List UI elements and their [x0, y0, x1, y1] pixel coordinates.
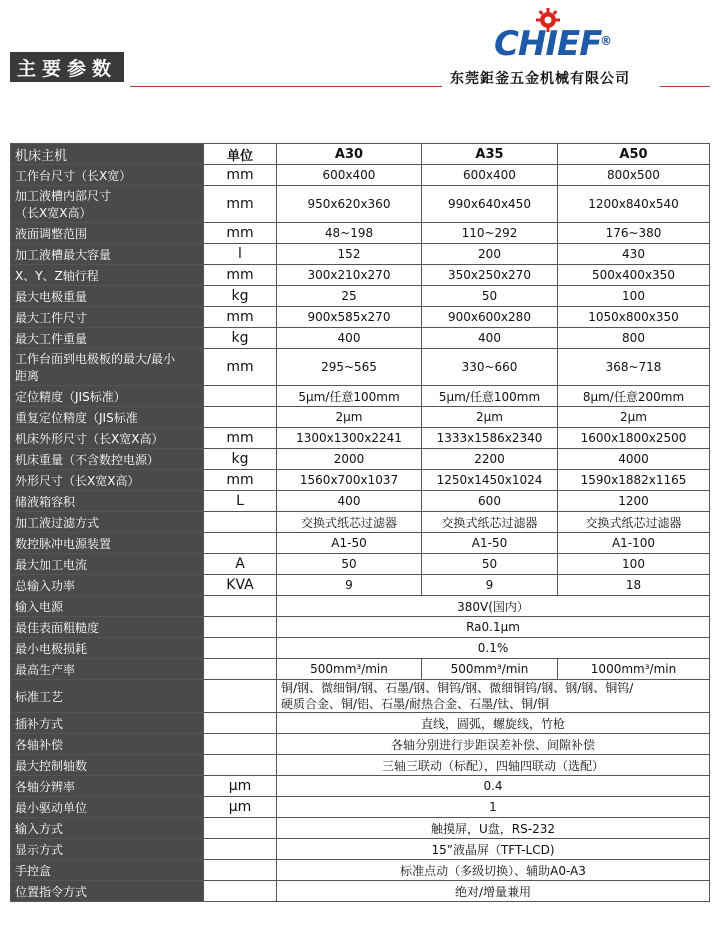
row-label: 输入电源	[11, 596, 204, 617]
row-unit	[204, 734, 277, 755]
row-label: 工作台尺寸（长X宽）	[11, 165, 204, 186]
value-a50: 100	[558, 554, 710, 575]
row-unit	[204, 512, 277, 533]
row-unit	[204, 617, 277, 638]
value-a35: 900x600x280	[422, 307, 558, 328]
row-label: 重复定位精度（JIS标准	[11, 407, 204, 428]
value-a35: 330~660	[422, 349, 558, 386]
merged-value: 三轴三联动（标配），四轴四联动（选配）	[277, 755, 710, 776]
merged-value: 标准点动（多级切换）、辅助A0-A3	[277, 860, 710, 881]
value-a35: 9	[422, 575, 558, 596]
merged-value: 380V(国内）	[277, 596, 710, 617]
page-header	[0, 0, 720, 100]
value-a35: A1-50	[422, 533, 558, 554]
value-a30: 交换式纸芯过滤器	[277, 512, 422, 533]
table-row	[11, 839, 710, 860]
row-label: 定位精度（JIS标准）	[11, 386, 204, 407]
value-a35: 500mm³/min	[422, 659, 558, 680]
table-row	[11, 713, 710, 734]
value-a30: 295~565	[277, 349, 422, 386]
value-a30: A1-50	[277, 533, 422, 554]
value-a30: 2000	[277, 449, 422, 470]
row-label: 最大加工电流	[11, 554, 204, 575]
header-a50: A50	[558, 144, 710, 165]
row-unit	[204, 638, 277, 659]
row-label: 机床重量（不含数控电源）	[11, 449, 204, 470]
row-unit: KVA	[204, 575, 277, 596]
table-row	[11, 797, 710, 818]
value-a50: 1600x1800x2500	[558, 428, 710, 449]
table-row	[11, 449, 710, 470]
value-a30: 2μm	[277, 407, 422, 428]
table-row	[11, 428, 710, 449]
value-a30: 1300x1300x2241	[277, 428, 422, 449]
merged-value: 0.4	[277, 776, 710, 797]
row-label: 最大工件重量	[11, 328, 204, 349]
table-row	[11, 680, 710, 713]
table-header-row	[11, 144, 710, 165]
row-label: 总输入功率	[11, 575, 204, 596]
value-a35: 350x250x270	[422, 265, 558, 286]
value-a30: 5μm/任意100mm	[277, 386, 422, 407]
value-a35: 1333x1586x2340	[422, 428, 558, 449]
table-row	[11, 755, 710, 776]
table-row	[11, 407, 710, 428]
spec-table	[10, 143, 710, 902]
table-row	[11, 881, 710, 902]
value-a30: 400	[277, 328, 422, 349]
row-unit: mm	[204, 223, 277, 244]
table-row	[11, 328, 710, 349]
table-row	[11, 638, 710, 659]
value-a30: 9	[277, 575, 422, 596]
table-row	[11, 734, 710, 755]
row-unit	[204, 659, 277, 680]
value-a35: 2200	[422, 449, 558, 470]
table-row	[11, 617, 710, 638]
row-label: 各轴分辨率	[11, 776, 204, 797]
value-a35: 2μm	[422, 407, 558, 428]
value-a35: 交换式纸芯过滤器	[422, 512, 558, 533]
value-a50: 1000mm³/min	[558, 659, 710, 680]
row-unit	[204, 680, 277, 713]
row-unit	[204, 407, 277, 428]
value-a35: 990x640x450	[422, 186, 558, 223]
row-unit: mm	[204, 349, 277, 386]
table-row	[11, 286, 710, 307]
row-label: 储液箱容积	[11, 491, 204, 512]
table-row	[11, 512, 710, 533]
row-label: 加工液槽内部尺寸 （长X宽X高）	[11, 186, 204, 223]
value-a30: 900x585x270	[277, 307, 422, 328]
table-row	[11, 860, 710, 881]
value-a35: 5μm/任意100mm	[422, 386, 558, 407]
table-row	[11, 776, 710, 797]
merged-value: 1	[277, 797, 710, 818]
value-a35: 50	[422, 286, 558, 307]
row-label: 最小驱动单位	[11, 797, 204, 818]
table-row	[11, 386, 710, 407]
row-label: 位置指令方式	[11, 881, 204, 902]
value-a30: 500mm³/min	[277, 659, 422, 680]
row-unit: mm	[204, 428, 277, 449]
row-label: X、Y、Z轴行程	[11, 265, 204, 286]
row-label: 显示方式	[11, 839, 204, 860]
header-a35: A35	[422, 144, 558, 165]
table-row	[11, 349, 710, 386]
row-label: 手控盒	[11, 860, 204, 881]
row-unit: mm	[204, 470, 277, 491]
row-label: 输入方式	[11, 818, 204, 839]
row-label: 工作台面到电极板的最大/最小 距离	[11, 349, 204, 386]
value-a30: 600x400	[277, 165, 422, 186]
table-row	[11, 659, 710, 680]
row-unit: l	[204, 244, 277, 265]
value-a50: 2μm	[558, 407, 710, 428]
table-row	[11, 307, 710, 328]
row-unit	[204, 596, 277, 617]
value-a50: 18	[558, 575, 710, 596]
merged-value: 各轴分别进行步距误差补偿、间隙补偿	[277, 734, 710, 755]
value-a35: 1250x1450x1024	[422, 470, 558, 491]
row-label: 加工液过滤方式	[11, 512, 204, 533]
table-row	[11, 186, 710, 223]
row-unit: L	[204, 491, 277, 512]
logo-text: CHIEF	[494, 24, 602, 64]
table-row	[11, 818, 710, 839]
table-row	[11, 596, 710, 617]
merged-value: 绝对/增量兼用	[277, 881, 710, 902]
value-a30: 950x620x360	[277, 186, 422, 223]
row-label: 加工液槽最大容量	[11, 244, 204, 265]
row-label: 数控脉冲电源装置	[11, 533, 204, 554]
row-label: 最大工件尺寸	[11, 307, 204, 328]
value-a50: 100	[558, 286, 710, 307]
row-unit	[204, 755, 277, 776]
row-unit: kg	[204, 286, 277, 307]
value-a35: 600x400	[422, 165, 558, 186]
header-divider-left	[130, 86, 442, 87]
company-name: 东莞鉅釜五金机械有限公司	[450, 71, 630, 87]
row-label: 最大控制轴数	[11, 755, 204, 776]
row-unit	[204, 860, 277, 881]
table-row	[11, 265, 710, 286]
row-label: 最小电极损耗	[11, 638, 204, 659]
header-divider-right	[660, 86, 710, 87]
value-a35: 200	[422, 244, 558, 265]
value-a50: 176~380	[558, 223, 710, 244]
value-a50: 800x500	[558, 165, 710, 186]
row-label: 最佳表面粗糙度	[11, 617, 204, 638]
row-unit	[204, 533, 277, 554]
value-a50: 1200	[558, 491, 710, 512]
row-label: 最高生产率	[11, 659, 204, 680]
row-unit	[204, 818, 277, 839]
value-a50: A1-100	[558, 533, 710, 554]
value-a50: 4000	[558, 449, 710, 470]
value-a50: 交换式纸芯过滤器	[558, 512, 710, 533]
merged-value: 触摸屏，U盘，RS-232	[277, 818, 710, 839]
process-value: 铜/钢、微细铜/钢、石墨/钢、铜钨/钢、微细铜钨/钢、钢/钢、铜钨/ 硬质合金、铜/铝、石墨/耐热合金、石墨/钛、铜/铜	[277, 680, 710, 713]
row-label: 插补方式	[11, 713, 204, 734]
table-row	[11, 470, 710, 491]
value-a35: 50	[422, 554, 558, 575]
row-unit: μm	[204, 797, 277, 818]
row-unit	[204, 386, 277, 407]
row-unit: mm	[204, 165, 277, 186]
value-a50: 1050x800x350	[558, 307, 710, 328]
table-row	[11, 223, 710, 244]
registered-mark: ®	[600, 34, 612, 48]
row-unit	[204, 713, 277, 734]
row-unit: kg	[204, 449, 277, 470]
row-label: 外形尺寸（长X宽X高）	[11, 470, 204, 491]
merged-value: 15”液晶屏（TFT-LCD)	[277, 839, 710, 860]
value-a35: 400	[422, 328, 558, 349]
row-unit: kg	[204, 328, 277, 349]
company-logo	[494, 8, 624, 64]
value-a30: 25	[277, 286, 422, 307]
row-label: 标准工艺	[11, 680, 204, 713]
table-row	[11, 533, 710, 554]
value-a30: 50	[277, 554, 422, 575]
value-a30: 152	[277, 244, 422, 265]
value-a50: 1200x840x540	[558, 186, 710, 223]
value-a50: 430	[558, 244, 710, 265]
row-unit: mm	[204, 186, 277, 223]
table-row	[11, 165, 710, 186]
row-unit: mm	[204, 265, 277, 286]
header-a30: A30	[277, 144, 422, 165]
value-a30: 1560x700x1037	[277, 470, 422, 491]
value-a35: 600	[422, 491, 558, 512]
value-a50: 8μm/任意200mm	[558, 386, 710, 407]
header-unit: 单位	[204, 144, 277, 165]
value-a50: 1590x1882x1165	[558, 470, 710, 491]
header-machine: 机床主机	[11, 144, 204, 165]
value-a50: 368~718	[558, 349, 710, 386]
table-row	[11, 491, 710, 512]
row-label: 机床外形尺寸（长X宽X高）	[11, 428, 204, 449]
value-a50: 800	[558, 328, 710, 349]
table-row	[11, 554, 710, 575]
merged-value: Ra0.1μm	[277, 617, 710, 638]
row-unit	[204, 839, 277, 860]
merged-value: 直线，圆弧，螺旋线，竹枪	[277, 713, 710, 734]
row-unit: mm	[204, 307, 277, 328]
table-row	[11, 244, 710, 265]
row-label: 最大电极重量	[11, 286, 204, 307]
table-row	[11, 575, 710, 596]
merged-value: 0.1%	[277, 638, 710, 659]
value-a30: 48~198	[277, 223, 422, 244]
section-title: 主要参数	[10, 52, 124, 82]
value-a35: 110~292	[422, 223, 558, 244]
value-a30: 300x210x270	[277, 265, 422, 286]
value-a50: 500x400x350	[558, 265, 710, 286]
row-label: 液面调整范围	[11, 223, 204, 244]
value-a30: 400	[277, 491, 422, 512]
row-unit	[204, 881, 277, 902]
row-unit: A	[204, 554, 277, 575]
row-unit: μm	[204, 776, 277, 797]
row-label: 各轴补偿	[11, 734, 204, 755]
